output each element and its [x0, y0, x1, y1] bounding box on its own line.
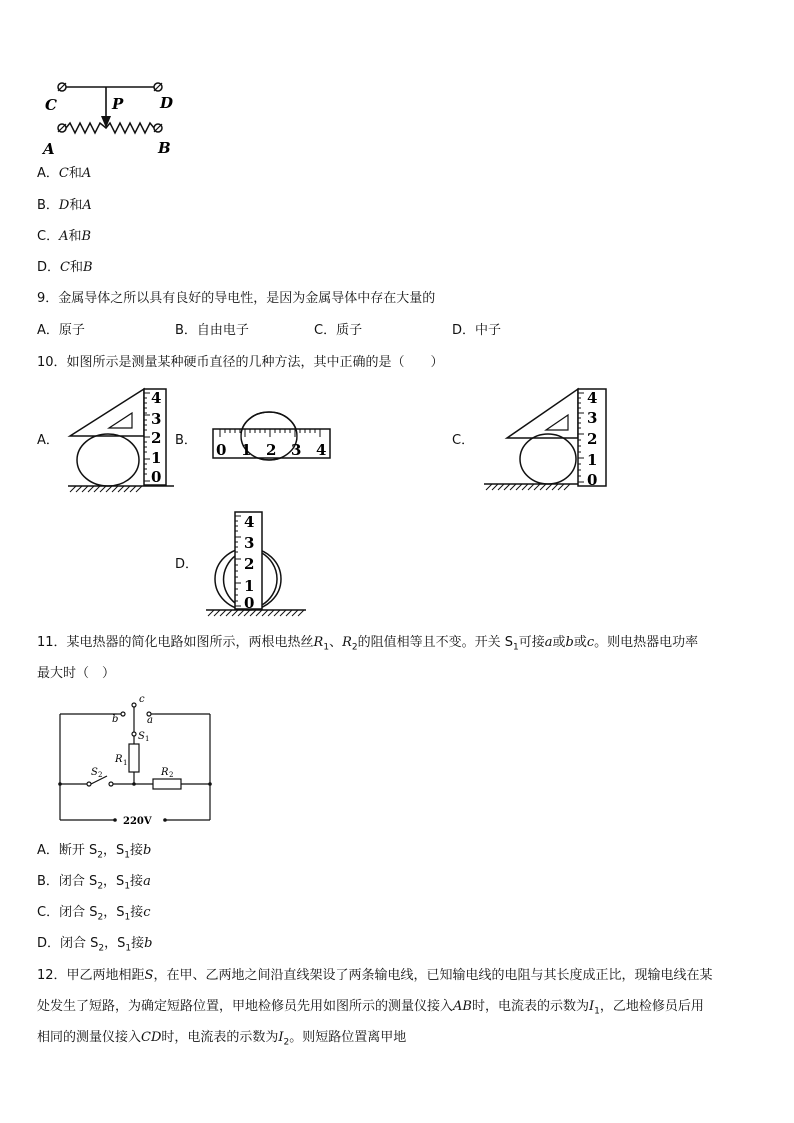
- q8-option-a[interactable]: A．C和A: [37, 166, 92, 181]
- q12-line1: 12．甲乙两地相距S，在甲、乙两地之间沿直线架设了两条输电线，已知输电线的电阻与其长度成正比，现输电线在某: [37, 968, 713, 983]
- scale-num-0: 0: [244, 594, 255, 612]
- scale-num-3: 3: [244, 534, 255, 552]
- label-a: A: [43, 140, 55, 158]
- scale-num-4: 4: [244, 513, 255, 531]
- label-s1: S: [138, 731, 145, 742]
- q8-option-b[interactable]: B．D和A: [37, 198, 92, 213]
- scale-num-3: 3: [291, 441, 302, 459]
- scale-num-2: 2: [587, 430, 598, 448]
- scale-num-2: 2: [151, 429, 162, 447]
- terminal-a: a: [147, 715, 153, 726]
- terminal-c: c: [139, 694, 145, 705]
- scale-num-2: 2: [244, 555, 255, 573]
- coin-method-b-figure: [210, 408, 335, 468]
- q12-line3: 相同的测量仪接入CD时，电流表的示数为$I_2$。则短路位置离甲地: [37, 1030, 407, 1048]
- q10-option-a-label[interactable]: A．: [37, 433, 59, 448]
- q9-option-a[interactable]: A．原子: [37, 323, 85, 338]
- q11-stem-line2: 最大时（ ）: [37, 666, 116, 681]
- q10-option-b-label[interactable]: B．: [175, 433, 197, 448]
- q10-option-c-label[interactable]: C．: [452, 433, 475, 448]
- label-voltage: 220V: [123, 816, 152, 827]
- q9-option-d[interactable]: D．中子: [452, 323, 502, 338]
- scale-num-3: 3: [587, 409, 598, 427]
- coin-method-a-figure: [62, 385, 177, 495]
- q12-line2: 处发生了短路，为确定短路位置，甲地检修员先用如图所示的测量仪接入AB时，电流表的示数为$I_1$，乙地检修员后用: [37, 999, 704, 1017]
- scale-num-1: 1: [241, 441, 252, 459]
- scale-num-0: 0: [587, 471, 598, 489]
- scale-num-4: 4: [151, 389, 162, 407]
- q11-stem-line1: 11．某电热器的简化电路如图所示，两根电热丝$R_1$、$R_2$的阻值相等且不变。开关 $S_1$可接a或b或c。则电热器电功率: [37, 635, 699, 653]
- label-s2: S: [91, 767, 98, 778]
- q8-option-d[interactable]: D．C和B: [37, 260, 93, 275]
- scale-num-1: 1: [151, 449, 162, 467]
- q11-option-a[interactable]: A．断开 $S_2$，$S_1$接b: [37, 843, 152, 861]
- scale-num-1: 1: [587, 451, 598, 469]
- q10-stem: 10．如图所示是测量某种硬币直径的几种方法，其中正确的是（ ）: [37, 355, 444, 370]
- scale-num-0: 0: [151, 468, 162, 486]
- label-r1: R: [115, 754, 123, 765]
- q11-option-b[interactable]: B．闭合 $S_2$，$S_1$接a: [37, 874, 151, 892]
- coin-method-c-figure: [480, 385, 610, 495]
- label-d: D: [160, 94, 174, 112]
- coin-method-d-figure: [202, 508, 312, 626]
- q8-option-c[interactable]: C．A和B: [37, 229, 92, 244]
- label-b: B: [158, 139, 171, 157]
- q9-option-c[interactable]: C．质子: [314, 323, 363, 338]
- scale-num-0: 0: [216, 441, 227, 459]
- rheostat-figure: [40, 76, 190, 160]
- label-s1-sub: 1: [145, 735, 150, 743]
- label-s2-sub: 2: [98, 771, 103, 779]
- q11-option-c[interactable]: C．闭合 $S_2$，$S_1$接c: [37, 905, 151, 923]
- label-r2: R: [161, 767, 169, 778]
- q10-option-d-label[interactable]: D．: [175, 557, 199, 572]
- scale-num-3: 3: [151, 410, 162, 428]
- terminal-b: b: [112, 714, 119, 725]
- q9-stem: 9．金属导体之所以具有良好的导电性，是因为金属导体中存在大量的: [37, 291, 436, 306]
- heater-circuit-figure: [55, 692, 217, 827]
- scale-num-4: 4: [316, 441, 327, 459]
- scale-num-4: 4: [587, 389, 598, 407]
- q11-option-d[interactable]: D．闭合 $S_2$，$S_1$接b: [37, 936, 153, 954]
- label-r1-sub: 1: [123, 759, 128, 767]
- label-c: C: [45, 96, 57, 114]
- scale-num-1: 1: [244, 577, 255, 595]
- label-p: P: [112, 95, 124, 113]
- scale-num-2: 2: [266, 441, 277, 459]
- q9-option-b[interactable]: B．自由电子: [175, 323, 249, 338]
- label-r2-sub: 2: [169, 771, 174, 779]
